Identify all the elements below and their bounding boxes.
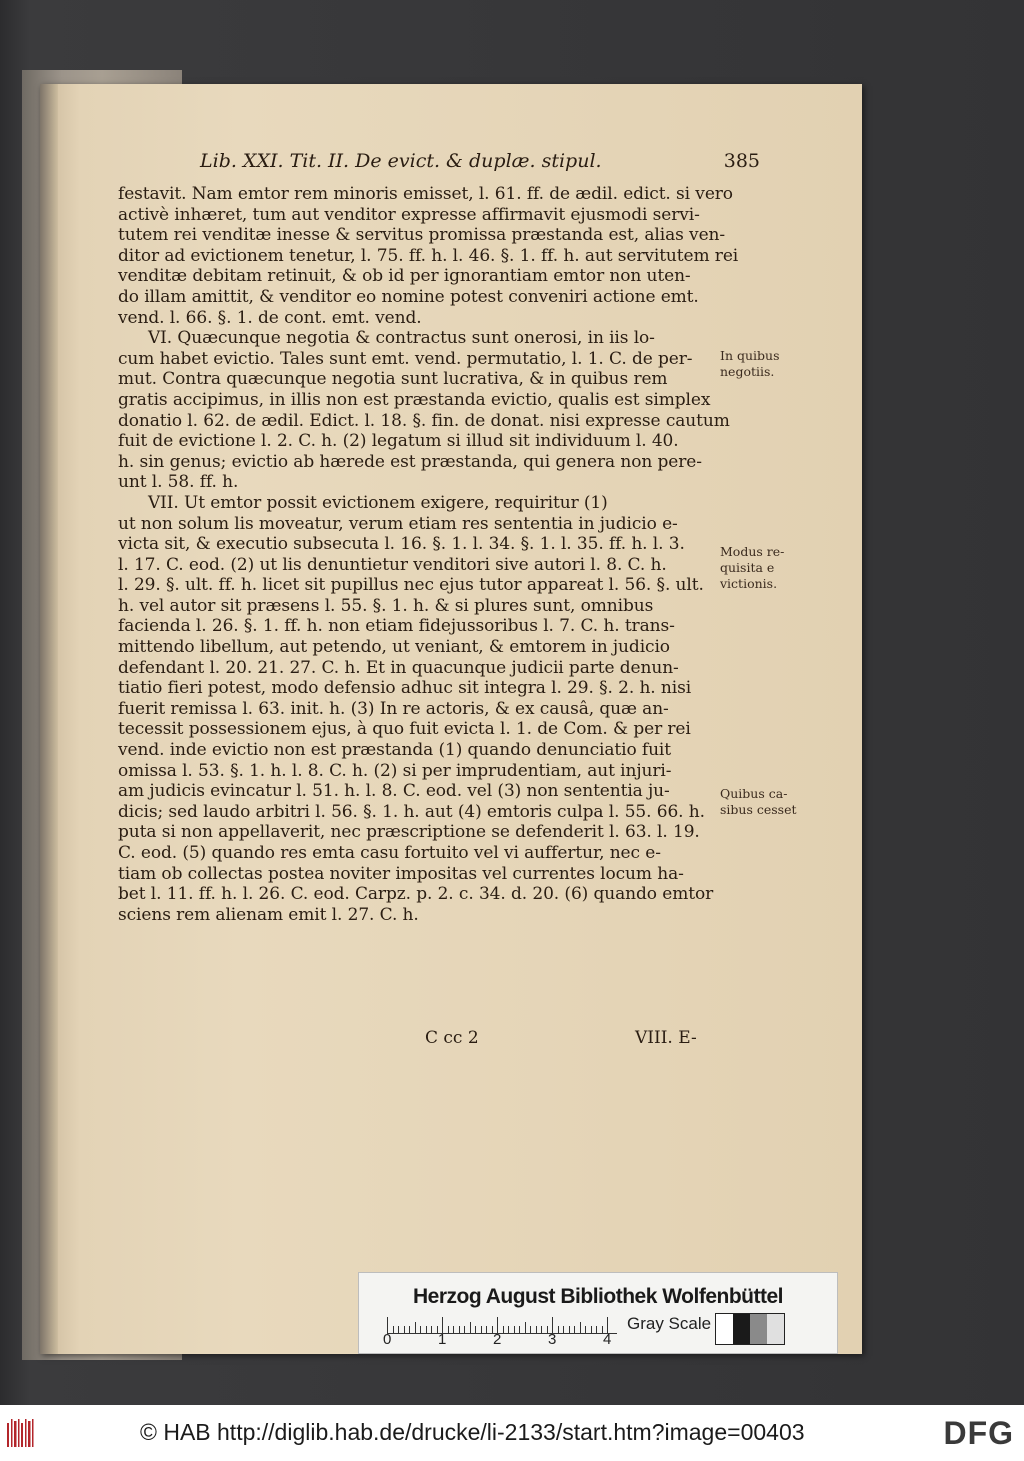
marginal-line: sibus cesset <box>720 802 797 817</box>
gray-swatch <box>767 1314 784 1344</box>
marginal-line: In quibus <box>720 348 780 363</box>
ruler-tick <box>519 1326 520 1333</box>
text-line: mittendo libellum, aut petendo, ut veniant, & emtorem in judicio <box>118 637 670 658</box>
marginal-line: negotiis. <box>720 364 775 379</box>
ruler-tick <box>574 1326 575 1333</box>
text-line: tiatio fieri potest, modo defensio adhuc sit integra l. 29. §. 2. h. nisi <box>118 678 692 699</box>
text-line: do illam amittit, & venditor eo nomine potest conveniri actione emt. <box>118 286 699 307</box>
text-line: tutem rei venditæ inesse & servitus promissa præstanda est, alias ven- <box>118 225 726 246</box>
marginal-note <box>720 544 784 592</box>
ruler-tick <box>536 1326 537 1333</box>
text-line: unt l. 58. ff. h. <box>118 472 239 493</box>
text-line: l. 17. C. eod. (2) ut lis denuntietur venditori sive autori l. 8. C. h. <box>118 554 667 575</box>
book-page <box>40 84 862 1354</box>
ruler-tick <box>481 1326 482 1333</box>
marginal-note <box>720 786 797 818</box>
text-line: victa sit, & executio subsecuta l. 16. §. 1. l. 34. §. 1. l. 35. ff. h. l. 3. <box>118 534 685 555</box>
color-calibration-card <box>358 1272 838 1354</box>
text-line: VII. Ut emtor possit evictionem exigere, requiritur (1) <box>148 492 608 513</box>
text-line: facienda l. 26. §. 1. ff. h. non etiam fidejussoribus l. 7. C. h. trans- <box>118 616 675 637</box>
marginal-line: Modus re- <box>720 544 785 559</box>
copyright-link[interactable]: © HAB http://diglib.hab.de/drucke/li-2133/start.htm?image=00403 <box>140 1419 805 1445</box>
gray-swatch <box>750 1314 767 1344</box>
ruler-tick <box>475 1326 476 1333</box>
ruler-tick <box>580 1322 581 1333</box>
text-line: fuerit remissa l. 63. init. h. (3) In re actoris, & ex causâ, quæ an- <box>118 698 669 719</box>
marginal-line: quisita e <box>720 560 775 575</box>
text-line: gratis accipimus, in illis non est præstanda evictio, qualis est simplex <box>118 389 711 410</box>
running-header <box>200 150 760 178</box>
gray-swatch <box>716 1314 733 1344</box>
page-number: 385 <box>723 150 760 172</box>
ruler-tick <box>420 1326 421 1333</box>
text-line: mut. Contra quæcunque negotia sunt lucrativa, & in quibus rem <box>118 369 668 390</box>
text-line: bet l. 11. ff. h. l. 26. C. eod. Carpz. p. 2. c. 34. d. 20. (6) quando emtor <box>118 884 714 905</box>
text-line: l. 29. §. ult. ff. h. licet sit pupillus nec ejus tutor appareat l. 56. §. ult. <box>118 575 704 596</box>
ruler-tick <box>459 1326 460 1333</box>
ruler-tick <box>431 1326 432 1333</box>
ruler-tick <box>448 1326 449 1333</box>
gray-scale-swatches <box>715 1313 785 1345</box>
ruler-label: 1 <box>438 1331 447 1348</box>
text-line: omissa l. 53. §. 1. h. l. 8. C. h. (2) si per imprudentiam, aut injuri- <box>118 760 672 781</box>
ruler-tick <box>415 1322 416 1333</box>
text-line: cum habet evictio. Tales sunt emt. vend. permutatio, l. 1. C. de per- <box>118 348 693 369</box>
ruler-tick <box>569 1326 570 1333</box>
text-line: donatio l. 62. de ædil. Edict. l. 18. §. fin. de donat. nisi expresse cautum <box>118 410 730 431</box>
text-line: C. eod. (5) quando res emta casu fortuito vel vi auffertur, nec e- <box>118 843 661 863</box>
text-line: tiam ob collectas postea noviter impositas vel currentes locum ha- <box>118 863 684 884</box>
signature-mark: C cc 2 <box>425 1028 479 1048</box>
ruler-tick <box>503 1326 504 1333</box>
ruler-tick <box>563 1326 564 1333</box>
text-line: activè inhæret, tum aut venditor expresse affirmavit ejusmodi servi- <box>118 204 700 225</box>
text-line: VI. Quæcunque negotia & contractus sunt onerosi, in iis lo- <box>148 328 655 349</box>
text-line: ditor ad evictionem tenetur, l. 75. ff. h. l. 46. §. 1. ff. h. aut servitutem rei <box>118 245 739 266</box>
text-line: h. sin genus; evictio ab hærede est præstanda, qui genera non pere- <box>118 451 702 472</box>
body-text <box>118 184 739 925</box>
ruler-tick <box>530 1326 531 1333</box>
text-line: h. vel autor sit præsens l. 55. §. 1. h. & si plures sunt, omnibus <box>118 595 654 616</box>
ruler-tick <box>514 1326 515 1333</box>
text-line: festavit. Nam emtor rem minoris emisset, l. 61. ff. de ædil. edict. si vero <box>118 184 733 204</box>
text-line: defendant l. 20. 21. 27. C. h. Et in quacunque judicii parte denun- <box>118 657 679 678</box>
ruler-tick <box>464 1326 465 1333</box>
header-title: Lib. XXI. Tit. II. De evict. & duplæ. stipul. <box>200 150 602 172</box>
text-line: tecessit possessionem ejus, à quo fuit evicta l. 1. de Com. & per rei <box>118 719 691 740</box>
ruler-tick <box>541 1326 542 1333</box>
barcode-icon <box>6 1417 36 1449</box>
text-line: fuit de evictione l. 2. C. h. (2) legatum si illud sit individuum l. 40. <box>118 431 679 452</box>
ruler-label: 3 <box>548 1331 557 1348</box>
ruler-tick <box>591 1326 592 1333</box>
gray-scale-label: Gray Scale <box>627 1314 712 1333</box>
text-line: vend. inde evictio non est præstanda (1) quando denunciatio fuit <box>118 740 671 761</box>
ruler-label: 2 <box>493 1331 502 1348</box>
marginal-line: Quibus ca- <box>720 786 788 801</box>
ruler-tick <box>409 1326 410 1333</box>
text-line: venditæ debitam retinuit, & ob id per ignorantiam emtor non uten- <box>118 266 691 287</box>
text-line: puta si non appellaverit, nec præscriptione se defenderit l. 63. l. 19. <box>118 822 700 843</box>
catchword: VIII. E- <box>635 1028 697 1048</box>
ruler-tick <box>585 1326 586 1333</box>
footer-bar <box>0 1405 1024 1461</box>
text-line: am judicis evincatur l. 51. h. l. 8. C. eod. vel (3) non sententia ju- <box>118 781 670 802</box>
text-line: dicis; sed laudo arbitri l. 56. §. 1. h. aut (4) emtoris culpa l. 55. 66. h. <box>118 801 705 822</box>
ruler-label: 0 <box>383 1331 392 1348</box>
ruler-tick <box>404 1326 405 1333</box>
gray-swatch <box>733 1314 750 1344</box>
text-line: sciens rem alienam emit l. 27. C. h. <box>118 904 419 925</box>
ruler-tick <box>426 1326 427 1333</box>
text-line: ut non solum lis moveatur, verum etiam res sententia in judicio e- <box>118 513 678 534</box>
marginal-line: victionis. <box>720 576 778 591</box>
ruler-tick <box>453 1326 454 1333</box>
text-line: vend. l. 66. §. 1. de cont. emt. vend. <box>118 307 422 328</box>
ruler-tick <box>596 1326 597 1333</box>
scale-ruler <box>387 1317 617 1334</box>
ruler-tick <box>393 1326 394 1333</box>
ruler-tick <box>470 1322 471 1333</box>
ruler-tick <box>558 1326 559 1333</box>
ruler-tick <box>525 1322 526 1333</box>
page-gutter <box>40 84 58 1354</box>
ruler-label: 4 <box>603 1331 612 1348</box>
marginal-note <box>720 348 779 380</box>
ruler-tick <box>398 1326 399 1333</box>
ruler-tick <box>486 1326 487 1333</box>
ruler-tick <box>508 1326 509 1333</box>
library-name: Herzog August Bibliothek Wolfenbüttel <box>413 1285 783 1308</box>
dfg-logo: DFG <box>943 1415 1014 1451</box>
